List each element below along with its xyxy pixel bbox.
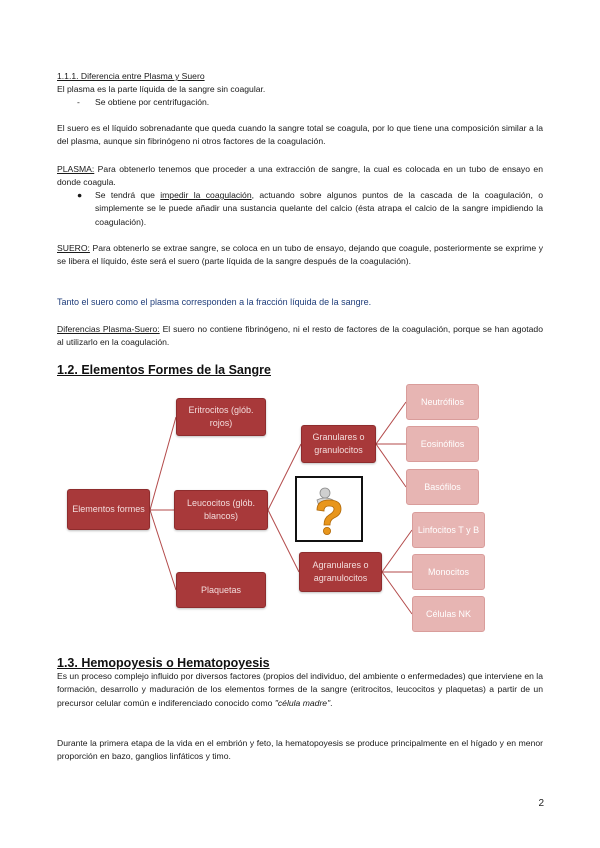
node-granulares: Granulares o granulocitos: [301, 425, 376, 463]
connector-root-plaquetas: [150, 510, 176, 590]
hemopoyesis-end: .: [330, 697, 333, 708]
node-leucocitos: Leucocitos (glób. blancos): [174, 490, 268, 530]
node-plaquetas: Plaquetas: [176, 572, 266, 608]
bullet-pre: Se tendrá que: [95, 190, 161, 200]
suero-paragraph: El suero es el líquido sobrenadante que queda cuando la sangre total se coagula, por lo que tiene una composición similar a la del plasma, aunque sin fibrinógeno ni otros factores de la coagulación.: [57, 123, 543, 147]
bullet-marker: ●: [77, 190, 83, 200]
question-mark-figure-icon: [295, 476, 363, 542]
suero-text: Para obtenerlo se extrae sangre, se coloca en un tubo de ensayo, dejando que coagule, posteriormente se exprime y se libera el líquido, éste será el suero (parte líquida de la sangre después de la coagulación).: [57, 243, 543, 267]
plasma-label: PLASMA:: [57, 164, 95, 174]
centrifuge-note: Se obtiene por centrifugación.: [95, 97, 210, 107]
node-neutrofilos: Neutrófilos: [406, 384, 479, 420]
connector-gran-neutrofilos: [376, 402, 406, 444]
dash-marker: -: [77, 97, 80, 107]
node-elementos-formes: Elementos formes: [67, 489, 150, 530]
suero-label: SUERO:: [57, 243, 90, 253]
plasma-definition: El plasma es la parte líquida de la sangre sin coagular.: [57, 84, 266, 94]
connector-root-eritrocitos: [150, 417, 176, 510]
subsection-heading: 1.1.1. Diferencia entre Plasma y Suero: [57, 71, 205, 81]
summary-blue-line: Tanto el suero como el plasma corresponden a la fracción líquida de la sangre.: [57, 297, 372, 307]
hemopoyesis-text: Es un proceso complejo influido por diversos factores (propios del individuo, del ambiente o enfermedades) que interviene en la formación, desarrollo y maduración de los elementos formes de la sangre (eritrocitos, leucocitos y plaquetas) a partir de un precursor celular común e indiferenciado conocido como: [57, 671, 543, 708]
section-heading-1-2: 1.2. Elementos Formes de la Sangre: [57, 363, 271, 377]
bullet-post: , actuando sobre algunos puntos de la cascada de la coagulación, o simplemente se le puede añadir una sustancia quelante del calcio (ésta atrapa el calcio de la sangre impidiendo la coagulación).: [95, 190, 543, 227]
plasma-text: Para obtenerlo tenemos que proceder a una extracción de sangre, la cual es colocada en un tubo de ensayo en donde coagula.: [57, 164, 543, 188]
differences-label: Diferencias Plasma-Suero:: [57, 324, 160, 334]
node-eosinofilos: Eosinófilos: [406, 426, 479, 462]
node-basofilos: Basófilos: [406, 469, 479, 505]
connector-gran-basofilos: [376, 444, 406, 487]
node-monocitos: Monocitos: [412, 554, 485, 590]
connector-agran-linfocitos: [382, 530, 412, 572]
section-heading-1-3: 1.3. Hemopoyesis o Hematopoyesis: [57, 656, 270, 670]
node-eritrocitos: Eritrocitos (glób. rojos): [176, 398, 266, 436]
connector-agran-nk: [382, 572, 412, 614]
bullet-underlined: impedir la coagulación: [160, 190, 252, 200]
differences-text: El suero no contiene fibrinógeno, ni el resto de factores de la coagulación, porque se han agotado al utilizarlo en la coagulación.: [57, 324, 543, 348]
celula-madre-term: "célula madre": [274, 697, 331, 708]
node-celulas-nk: Células NK: [412, 596, 485, 632]
page-number: 2: [538, 798, 544, 809]
node-agranulares: Agranulares o agranulocitos: [299, 552, 382, 592]
embrion-paragraph: Durante la primera etapa de la vida en el embrión y feto, la hematopoyesis se produce principalmente en el hígado y en menor proporción en bazo, ganglios linfáticos y timo.: [57, 738, 543, 762]
node-linfocitos: Linfocitos T y B: [412, 512, 485, 548]
hemopoyesis-paragraph: [57, 670, 543, 710]
